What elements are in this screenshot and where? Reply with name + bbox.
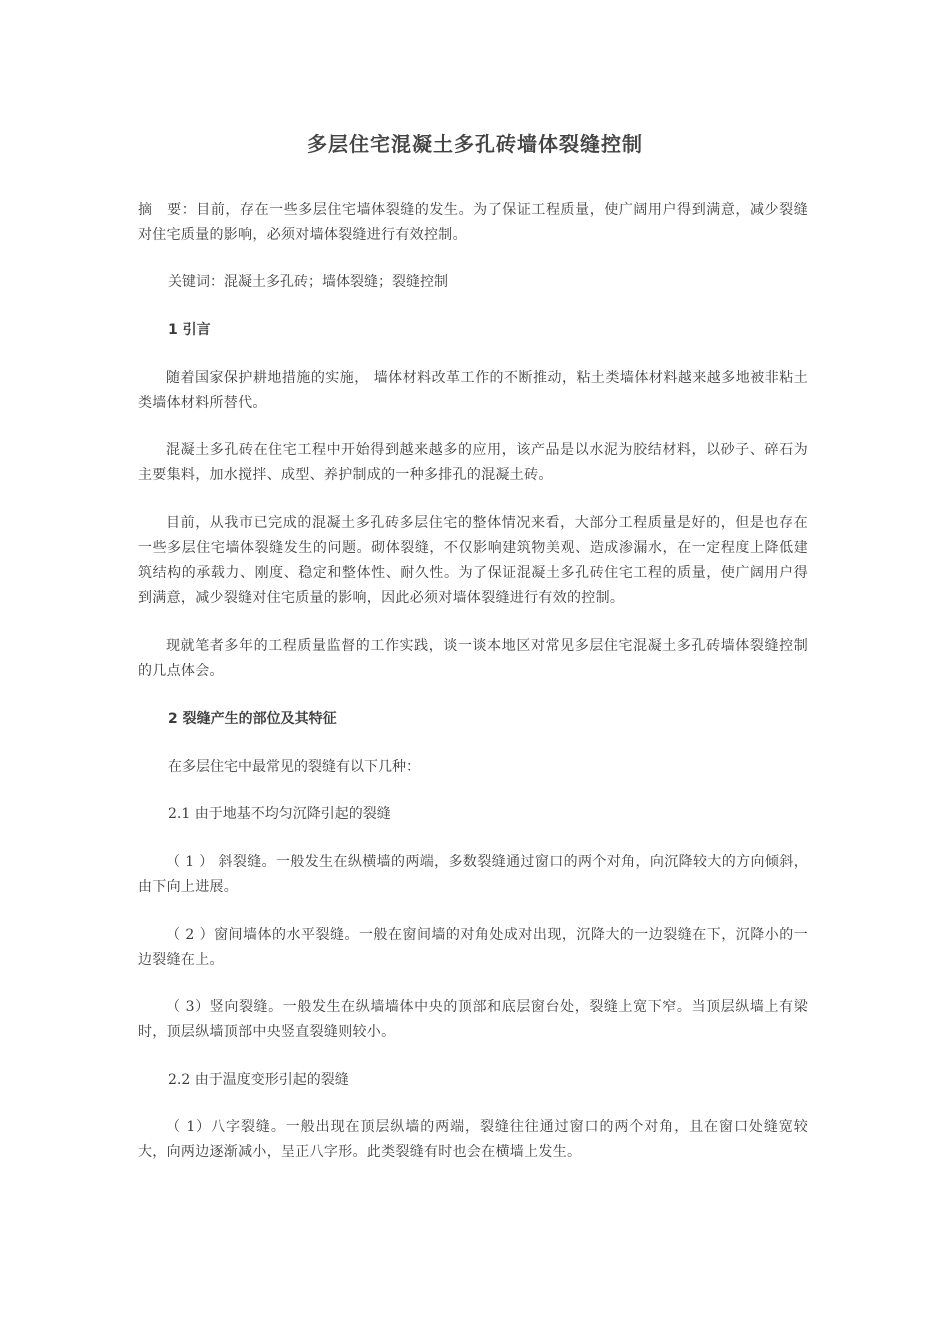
paragraph-1: 随着国家保护耕地措施的实施， 墙体材料改革工作的不断推动，粘土类墙体材料越来越多地被非粘土类墙体材料所替代。: [138, 370, 808, 411]
subsection-heading-2-1: 2.1 由于地基不均匀沉降引起的裂缝: [168, 806, 391, 822]
paragraph-4: 现就笔者多年的工程质量监督的工作实践，谈一谈本地区对常见多层住宅混凝土多孔砖墙体裂缝控制的几点体会。: [138, 638, 808, 679]
paragraph-2: 混凝土多孔砖在住宅工程中开始得到越来越多的应用，该产品是以水泥为胶结材料，以砂子、碎石为主要集料，加水搅拌、成型、养护制成的一种多排孔的混凝土砖。: [138, 442, 808, 483]
keywords-line: 关键词：混凝土多孔砖；墙体裂缝；裂缝控制: [168, 274, 448, 290]
section-heading-2: 2 裂缝产生的部位及其特征: [168, 711, 337, 727]
section-heading-1: 1 引言: [168, 322, 211, 338]
list-item: （ 1 ） 斜裂缝。一般发生在纵横墙的两端，多数裂缝通过窗口的两个对角，向沉降较大的方向倾斜，由下向上进展。: [138, 854, 808, 895]
subsection-heading-2-2: 2.2 由于温度变形引起的裂缝: [168, 1072, 349, 1088]
paragraph-5: 在多层住宅中最常见的裂缝有以下几种：: [168, 759, 420, 775]
document-title: 多层住宅混凝土多孔砖墙体裂缝控制: [307, 132, 643, 156]
abstract-paragraph: 摘 要：目前，存在一些多层住宅墙体裂缝的发生。为了保证工程质量，使广阔用户得到满意，减少裂缝对住宅质量的影响，必须对墙体裂缝进行有效控制。: [138, 202, 808, 243]
list-item: （ 3）竖向裂缝。一般发生在纵墙墙体中央的顶部和底层窗台处，裂缝上宽下窄。当顶层纵墙上有梁时，顶层纵墙顶部中央竖直裂缝则较小。: [138, 999, 808, 1040]
paragraph-3: 目前，从我市已完成的混凝土多孔砖多层住宅的整体情况来看，大部分工程质量是好的，但是也存在一些多层住宅墙体裂缝发生的问题。砌体裂缝，不仅影响建筑物美观、造成渗漏水，在一定程度上降低建筑结构的承载力、刚度、稳定和整体性、耐久性。为了保证混凝土多孔砖住宅工程的质量，使广阔用户得到满意，减少裂缝对住宅质量的影响，因此必须对墙体裂缝进行有效的控制。: [138, 515, 808, 606]
list-item: （ 1）八字裂缝。一般出现在顶层纵墙的两端，裂缝往往通过窗口的两个对角，且在窗口处缝宽较大，向两边逐渐减小，呈正八字形。此类裂缝有时也会在横墙上发生。: [138, 1119, 808, 1160]
list-item: （ 2 ）窗间墙体的水平裂缝。一般在窗间墙的对角处成对出现，沉降大的一边裂缝在下，沉降小的一边裂缝在上。: [138, 927, 808, 968]
